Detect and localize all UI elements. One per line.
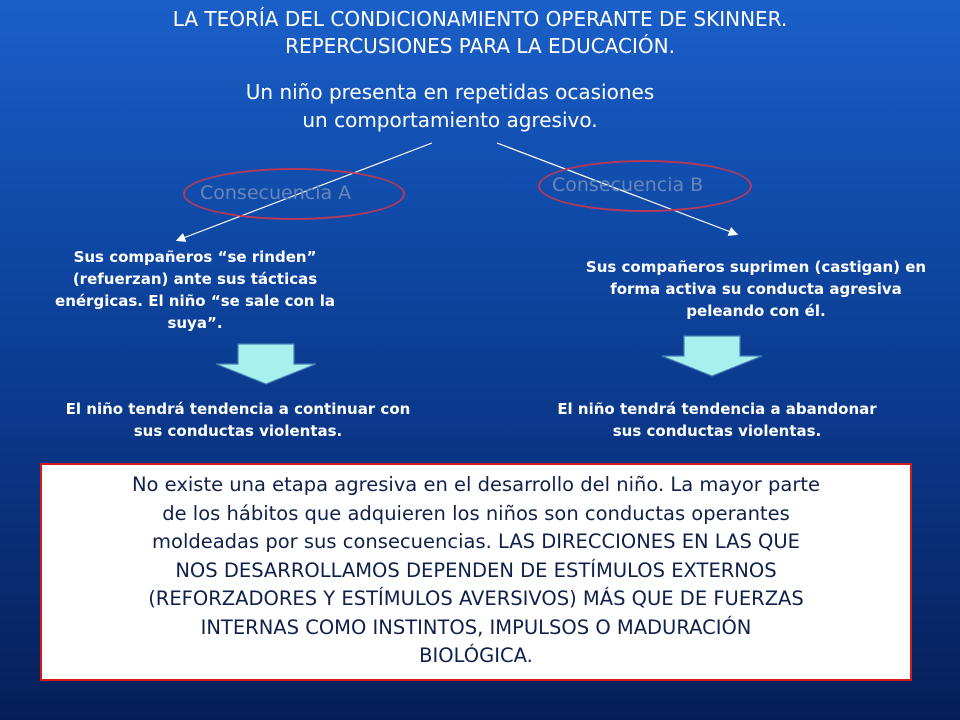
consequence-a-desc-line-3: enérgicas. El niño “se sale con la [55,292,335,310]
consequence-a-desc-line-1: Sus compañeros “se rinden” [73,248,317,266]
conclusion-box [40,463,912,681]
consequence-a-desc-line-4: suya”. [167,314,223,332]
conclusion-line-3: moldeadas por sus consecuencias. LAS DIRECCIONES EN LAS QUE [152,530,800,553]
consequence-b-result-line-1: El niño tendrá tendencia a abandonar [557,400,877,418]
conclusion-line-1: No existe una etapa agresiva en el desarrollo del niño. La mayor parte [131,473,821,496]
conclusion-line-6: INTERNAS COMO INSTINTOS, IMPULSOS O MADURACIÓN [200,615,752,639]
conclusion-line-7: BIOLÓGICA. [419,644,533,667]
consequence-a-desc-line-2: (refuerzan) ante sus tácticas [72,270,318,288]
consequence-b-label: Consecuencia B [552,174,704,196]
consequence-b-result-line-2: sus conductas violentas. [612,422,822,440]
title-line-2: REPERCUSIONES PARA LA EDUCACIÓN. [285,34,675,58]
consequence-b-result [512,398,922,442]
consequence-a-label: Consecuencia A [200,182,352,204]
conclusion-line-2: de los hábitos que adquieren los niños son conductas operantes [162,501,790,525]
conclusion-line-4: NOS DESARROLLAMOS DEPENDEN DE ESTÍMULOS EXTERNOS [175,558,777,582]
down-arrow-icon [660,334,764,378]
consequence-b-desc-line-1: Sus compañeros suprimen (castigan) en [585,258,927,276]
premise-line-2: un comportamiento agresivo. [302,108,598,132]
consequence-a-result-line-1: El niño tendrá tendencia a continuar con [65,400,411,418]
consequence-a-description [20,246,370,334]
consequence-b-description [556,256,956,322]
consequence-b-desc-line-2: forma activa su conducta agresiva [610,280,902,298]
down-arrow-icon [214,342,318,386]
title-line-1: LA TEORÍA DEL CONDICIONAMIENTO OPERANTE DE SKINNER. [172,7,788,31]
premise-line-1: Un niño presenta en repetidas ocasiones [245,80,655,104]
consequence-a-result-line-2: sus conductas violentas. [133,422,343,440]
consequence-a-result [28,398,448,442]
consequence-b-desc-line-3: peleando con él. [686,302,826,320]
conclusion-line-5: (REFORZADORES Y ESTÍMULOS AVERSIVOS) MÁS QUE DE FUERZAS [148,587,804,610]
